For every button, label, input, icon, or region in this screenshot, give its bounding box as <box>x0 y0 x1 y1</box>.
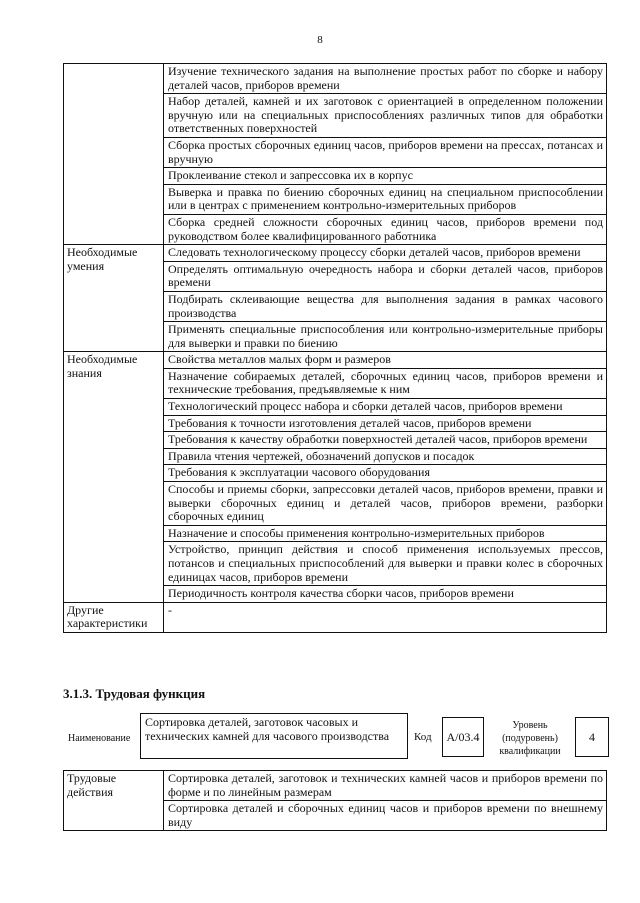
knowledge-item: Требования к эксплуатации часового оборудования <box>164 465 607 482</box>
action-item: Изучение технического задания на выполнение простых работ по сборке и набору деталей часов, приборов времени <box>164 64 607 94</box>
knowledge-label: Необходимые знания <box>64 352 164 603</box>
table-row <box>64 602 607 632</box>
code-label: Код <box>414 731 432 743</box>
table-row <box>64 352 607 369</box>
table-row <box>64 245 607 262</box>
action-item: Выверка и правка по биению сборочных единиц на специальном приспособлении или в центрах с применением контрольно-измерительных приборов <box>164 184 607 214</box>
other-label: Другие характеристики <box>64 602 164 632</box>
name-value-box: Сортировка деталей, заготовок часовых и технических камней для часового производства <box>140 713 408 759</box>
level-label: Уровень (подуровень) квалификации <box>499 720 561 757</box>
page-number: 8 <box>317 34 323 46</box>
other-value: - <box>164 602 607 632</box>
knowledge-item: Устройство, принцип действия и способ применения используемых прессов, потансов и специальных приспособлений для выверки и правки колес в сборочных единицах часов, приборов времени <box>164 542 607 586</box>
level-value-box: 4 <box>575 717 609 757</box>
labor-actions-table <box>63 770 607 831</box>
knowledge-item: Свойства металлов малых форм и размеров <box>164 352 607 369</box>
action-item: Проклеивание стекол и запрессовка их в корпус <box>164 168 607 185</box>
skill-item: Определять оптимальную очередность набора и сборки деталей часов, приборов времени <box>164 261 607 291</box>
knowledge-item: Требования к качеству обработки поверхностей деталей часов, приборов времени <box>164 432 607 449</box>
competency-table <box>63 63 607 633</box>
knowledge-item: Требования к точности изготовления деталей часов, приборов времени <box>164 415 607 432</box>
skill-item: Следовать технологическому процессу сборки деталей часов, приборов времени <box>164 245 607 262</box>
code-value-box: A/03.4 <box>442 717 484 757</box>
table-row <box>64 64 607 94</box>
name-label: Наименование <box>68 733 131 744</box>
table-row <box>64 771 607 801</box>
section-title: 3.1.3. Трудовая функция <box>63 686 206 701</box>
knowledge-item: Назначение собираемых деталей, сборочных единиц часов, приборов времени и технические требования, предъявляемые к ним <box>164 368 607 398</box>
skill-item: Применять специальные приспособления или контрольно-измерительные приборы для выверки и правки по биению <box>164 322 607 352</box>
knowledge-item: Правила чтения чертежей, обозначений допусков и посадок <box>164 448 607 465</box>
knowledge-item: Технологический процесс набора и сборки деталей часов, приборов времени <box>164 399 607 416</box>
action-item: Сортировка деталей, заготовок и технических камней часов и приборов времени по форме и по линейным размерам <box>164 771 607 801</box>
action-item: Сортировка деталей и сборочных единиц часов и приборов времени по внешнему виду <box>164 801 607 831</box>
skill-item: Подбирать склеивающие вещества для выполнения задания в рамках часового производства <box>164 291 607 321</box>
action-item: Набор деталей, камней и их заготовок с ориентацией в определенном положении вручную или на специальных приспособлениях различных типов для обработки ответственных поверхностей <box>164 94 607 138</box>
knowledge-item: Периодичность контроля качества сборки часов, приборов времени <box>164 586 607 603</box>
skills-label: Необходимые умения <box>64 245 164 352</box>
action-item: Сборка средней сложности сборочных единиц часов, приборов времени под руководством более квалифицированного работника <box>164 214 607 244</box>
action-item: Сборка простых сборочных единиц часов, приборов времени на прессах, потансах и вручную <box>164 137 607 167</box>
knowledge-item: Способы и приемы сборки, запрессовки деталей часов, приборов времени, правки и выверки сборочных единиц и деталей часов, приборов времени, разборки сборочных единиц <box>164 482 607 526</box>
knowledge-item: Назначение и способы применения контрольно-измерительных приборов <box>164 525 607 542</box>
empty-label-cell <box>64 64 164 245</box>
actions-label: Трудовые действия <box>64 771 164 831</box>
